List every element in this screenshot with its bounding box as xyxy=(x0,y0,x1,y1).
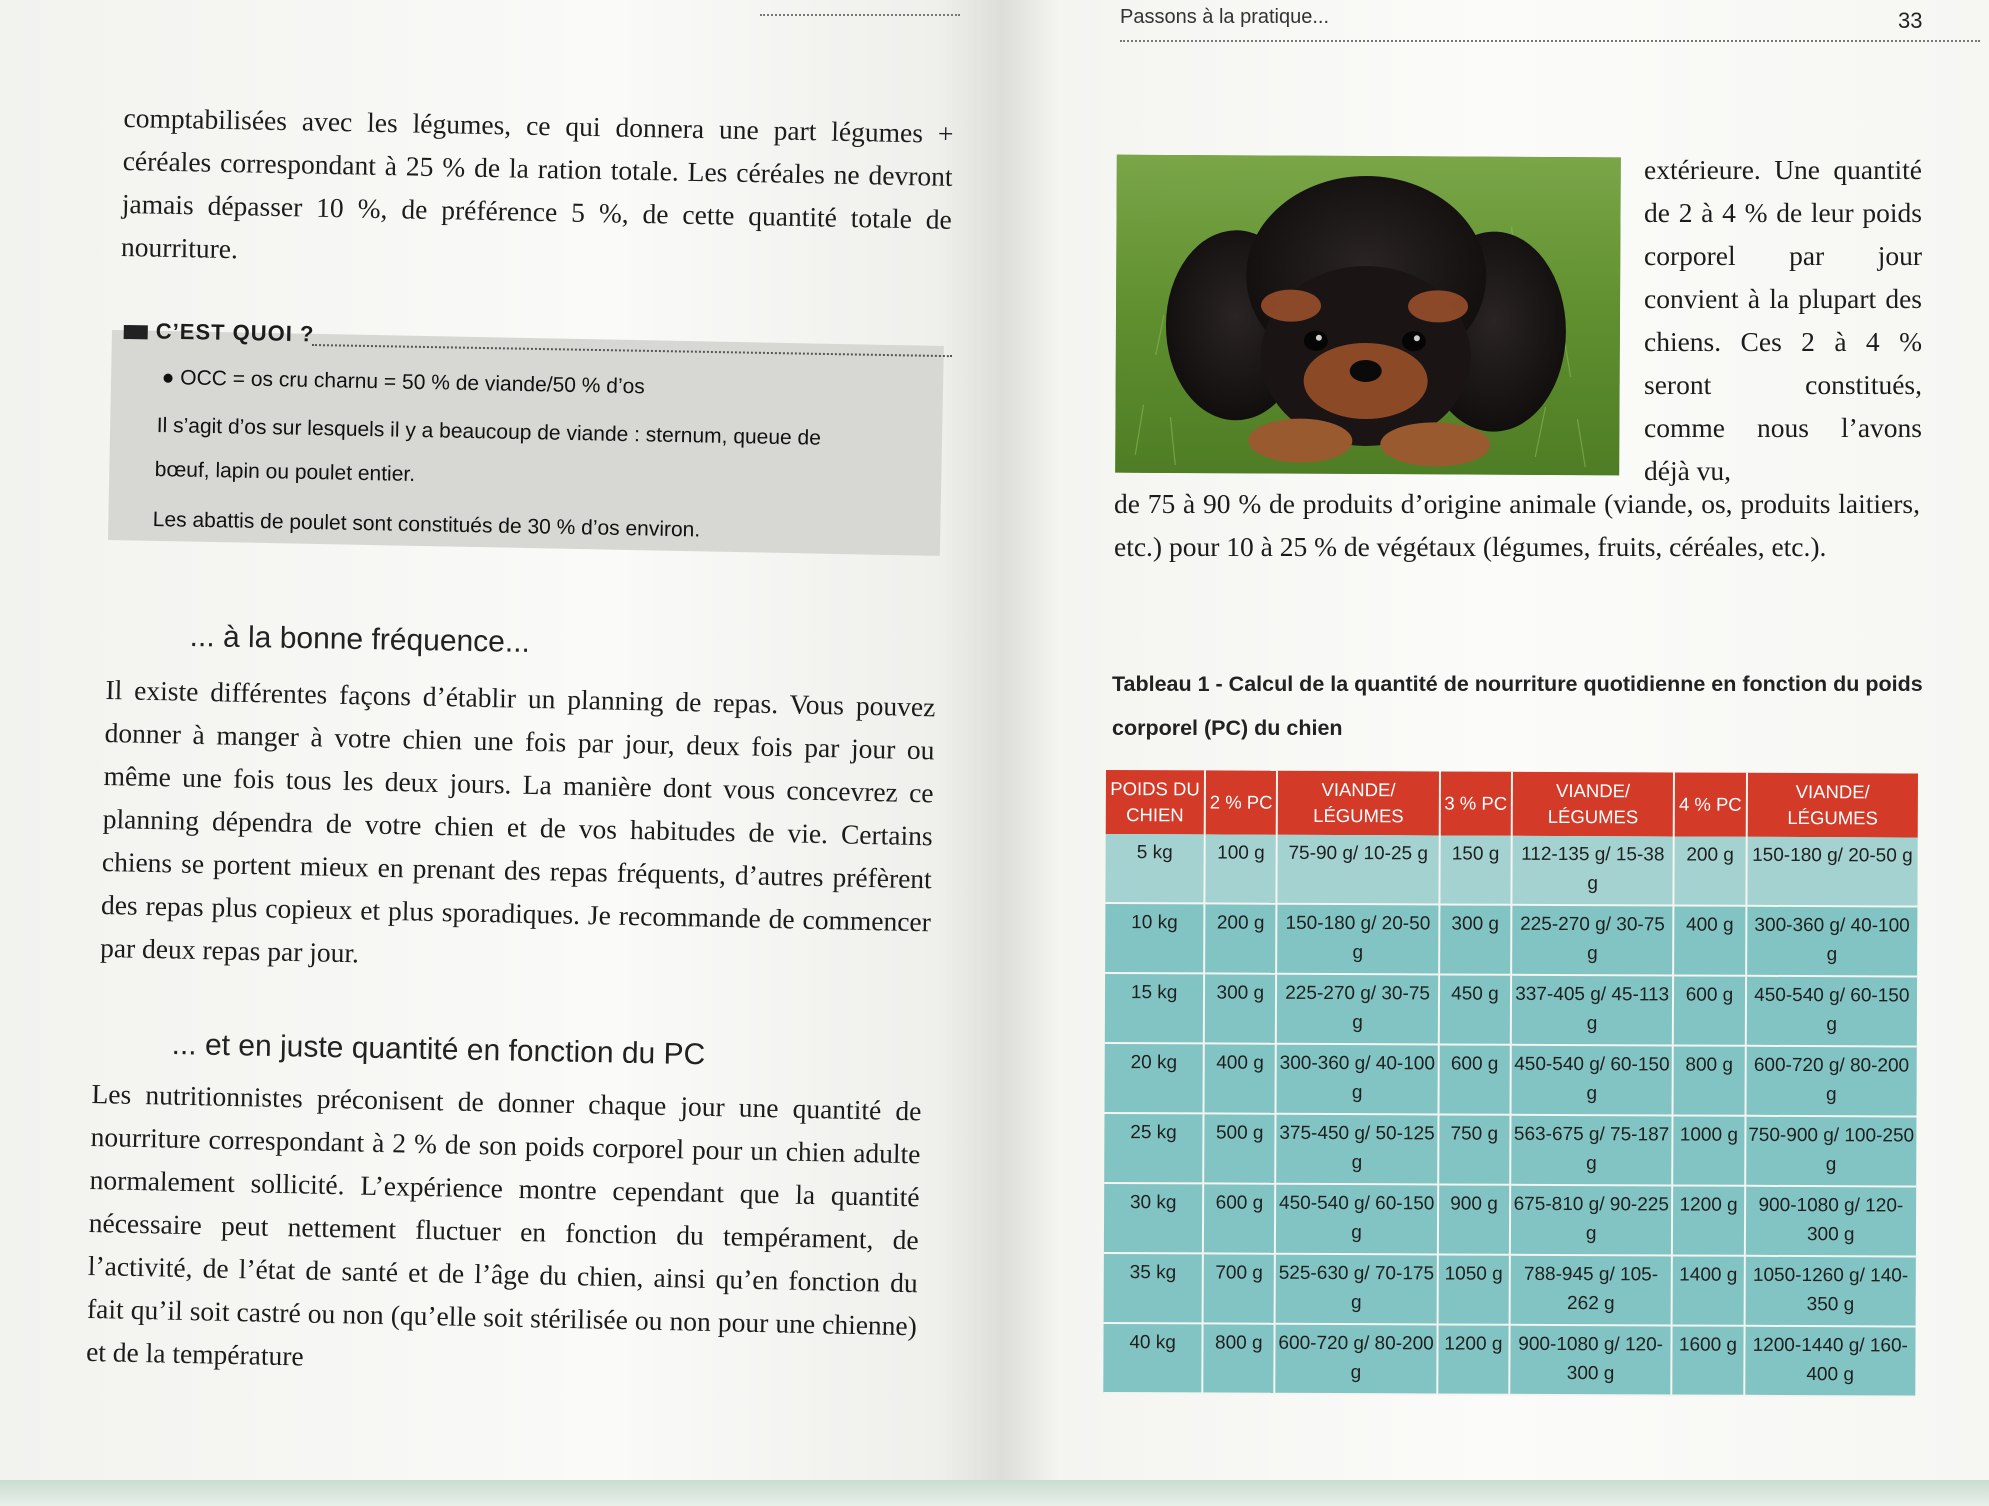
table-cell: 1600 g xyxy=(1672,1325,1744,1395)
table-row xyxy=(1105,1043,1917,1117)
table-cell: 300-360 g/ 40-100 g xyxy=(1746,906,1918,977)
table-cell: 600 g xyxy=(1673,975,1745,1045)
table-cell: 700 g xyxy=(1203,1253,1275,1323)
puppy-photo xyxy=(1115,155,1621,476)
table-cell: 900-1080 g/ 120-300 g xyxy=(1744,1186,1916,1257)
table-cell: 400 g xyxy=(1673,905,1745,975)
table-cell: 600-720 g/ 80-200 g xyxy=(1275,1324,1438,1395)
table-row xyxy=(1103,1323,1915,1397)
info-box-label-text: C’EST QUOI ? xyxy=(155,318,315,347)
table-cell: 225-270 g/ 30-75 g xyxy=(1276,974,1439,1045)
square-bullet-icon xyxy=(124,325,148,339)
table-cell: 900-1080 g/ 120-300 g xyxy=(1509,1325,1672,1396)
feeding-table xyxy=(1103,770,1918,1398)
table-cell: 900 g xyxy=(1438,1184,1510,1254)
right-text-beside-photo: extérieure. Une quantité de 2 à 4 % de leur poids corporel par jour convient à la plupart des chiens. Ces 2 à 4 % seront constitués, comme nous l’avons déjà vu, xyxy=(1644,154,1922,486)
header-meat-veg-2: VIANDE/ LÉGUMES xyxy=(1277,771,1440,836)
right-text-below-photo: de 75 à 90 % de produits d’origine animale (viande, os, produits laitiers, etc.) pour 10 à 25 % de végétaux (légumes, fruits, céréales, etc.). xyxy=(1114,488,1920,562)
table-cell: 200 g xyxy=(1674,836,1746,905)
table-cell: 450 g xyxy=(1439,974,1511,1044)
table-cell: 750-900 g/ 100-250 g xyxy=(1745,1116,1917,1187)
table-cell: 112-135 g/ 15-38 g xyxy=(1511,836,1674,906)
table-cell: 35 kg xyxy=(1104,1253,1204,1323)
section-heading-quantity: ... et en juste quantité en fonction du PC xyxy=(171,1028,706,1072)
table-cell: 800 g xyxy=(1203,1323,1275,1393)
table-caption: Tableau 1 - Calcul de la quantité de nourriture quotidienne en fonction du poids corporel (PC) du chien xyxy=(1112,672,1923,740)
info-box-line-1: ● OCC = os cru charnu = 50 % de viande/50 % d’os xyxy=(161,366,646,399)
table-cell: 375-450 g/ 50-125 g xyxy=(1276,1114,1439,1185)
page-bottom-edge xyxy=(0,1480,1989,1506)
table-cell: 600-720 g/ 80-200 g xyxy=(1745,1046,1917,1117)
table-cell: 600 g xyxy=(1203,1183,1275,1253)
table-row xyxy=(1104,1183,1916,1257)
table-row xyxy=(1104,1113,1916,1187)
table-cell: 225-270 g/ 30-75 g xyxy=(1511,905,1674,976)
table-cell: 75-90 g/ 10-25 g xyxy=(1277,835,1440,905)
page-number: 33 xyxy=(1898,8,1923,33)
table-cell: 450-540 g/ 60-150 g xyxy=(1510,1045,1673,1116)
table-cell: 300 g xyxy=(1439,904,1511,974)
section-heading-frequency: ... à la bonne fréquence... xyxy=(189,620,531,659)
table-row xyxy=(1105,973,1917,1047)
table-cell: 675-810 g/ 90-225 g xyxy=(1510,1185,1673,1256)
table-cell: 1000 g xyxy=(1673,1115,1745,1185)
table-cell: 1050 g xyxy=(1437,1254,1509,1324)
table-cell: 450-540 g/ 60-150 g xyxy=(1275,1184,1438,1255)
running-head: Passons à la pratique... xyxy=(1120,6,1330,28)
table-cell: 25 kg xyxy=(1104,1113,1204,1183)
puppy-illustration xyxy=(1115,155,1621,476)
table-cell: 150-180 g/ 20-50 g xyxy=(1277,904,1440,975)
header-2-percent: 2 % PC xyxy=(1205,770,1277,834)
table-cell: 300 g xyxy=(1204,973,1276,1043)
table-cell: 300-360 g/ 40-100 g xyxy=(1276,1044,1439,1115)
table-row xyxy=(1104,1253,1916,1327)
table-cell: 30 kg xyxy=(1104,1183,1204,1253)
table-cell: 40 kg xyxy=(1103,1323,1203,1393)
table-cell: 150 g xyxy=(1439,835,1511,904)
table-cell: 563-675 g/ 75-187 g xyxy=(1510,1115,1673,1186)
table-cell: 1200 g xyxy=(1437,1324,1509,1394)
table-row xyxy=(1105,834,1917,907)
feeding-table-wrapper xyxy=(1103,770,1918,1398)
table-cell: 788-945 g/ 105-262 g xyxy=(1510,1255,1673,1326)
table-cell: 10 kg xyxy=(1105,903,1205,973)
left-paragraph-3: Les nutritionnistes préconisent de donner chaque jour une quantité de nourriture correspondant à 2 % de son poids corporel pour un chien adulte normalement sollicité. L’expérience montre cependant que la quantité nécessaire peut nettement fluctuer en fonction du tempérament, de l’activité, de l’état de santé et de l’âge du chien, ainsi qu’en fonction du fait qu’il soit castré ou non (qu’elle soit stérilisée ou non pour une chienne) et de la température xyxy=(85,1077,922,1372)
left-paragraph-1: comptabilisées avec les légumes, ce qui donnera une part légumes + céréales correspondant à 25 % de la ration totale. Les céréales ne devront jamais dépasser 10 %, de préférence 5 %, de cette quantité totale de nourriture. xyxy=(120,101,954,265)
table-cell: 100 g xyxy=(1205,834,1277,903)
table-cell: 500 g xyxy=(1203,1113,1275,1183)
table-cell: 5 kg xyxy=(1105,834,1205,903)
table-cell: 525-630 g/ 70-175 g xyxy=(1275,1254,1438,1325)
table-cell: 1200 g xyxy=(1672,1185,1744,1255)
info-box-label xyxy=(124,318,315,347)
table-header-row xyxy=(1106,770,1918,838)
table-cell: 200 g xyxy=(1204,903,1276,973)
table-cell: 600 g xyxy=(1438,1044,1510,1114)
table-cell: 1200-1440 g/ 160-400 g xyxy=(1744,1326,1916,1397)
table-cell: 337-405 g/ 45-113 g xyxy=(1511,975,1674,1046)
table-cell: 400 g xyxy=(1204,1043,1276,1113)
table-cell: 20 kg xyxy=(1105,1043,1205,1113)
table-cell: 450-540 g/ 60-150 g xyxy=(1745,976,1917,1047)
top-dotted-rule-left xyxy=(760,14,960,16)
header-meat-veg-3: VIANDE/ LÉGUMES xyxy=(1512,772,1675,837)
table-row xyxy=(1105,903,1917,977)
header-dog-weight: POIDS DU CHIEN xyxy=(1106,770,1206,834)
table-cell: 800 g xyxy=(1673,1045,1745,1115)
table-cell: 750 g xyxy=(1438,1114,1510,1184)
table-cell: 15 kg xyxy=(1105,973,1205,1043)
info-box-line-2: Il s’agit d’os sur lesquels il y a beaucoup de viande : sternum, queue de xyxy=(156,414,822,450)
info-box-line-4: Les abattis de poulet sont constitués de 30 % d’os environ. xyxy=(152,508,701,542)
top-dotted-rule-right xyxy=(1120,40,1980,42)
header-meat-veg-4: VIANDE/ LÉGUMES xyxy=(1746,773,1918,838)
table-cell: 1400 g xyxy=(1672,1255,1744,1325)
table-cell: 1050-1260 g/ 140-350 g xyxy=(1744,1256,1916,1327)
left-paragraph-2: Il existe différentes façons d’établir un planning de repas. Vous pouvez donner à manger à votre chien une fois par jour, deux fois par jour ou même une fois tous les deux jours. La manière dont vous concevrez ce planning dépendra de votre chien et de vos habitudes de vie. Certains chiens se portent mieux en prenant des repas fréquents, d’autres préfèrent des repas plus copieux et plus sporadiques. Je recommande de commencer par deux repas par jour. xyxy=(99,673,936,969)
info-box-line-3: bœuf, lapin ou poulet entier. xyxy=(154,458,416,486)
table-cell: 150-180 g/ 20-50 g xyxy=(1746,837,1918,907)
header-4-percent: 4 % PC xyxy=(1674,772,1746,836)
header-3-percent: 3 % PC xyxy=(1440,771,1512,835)
